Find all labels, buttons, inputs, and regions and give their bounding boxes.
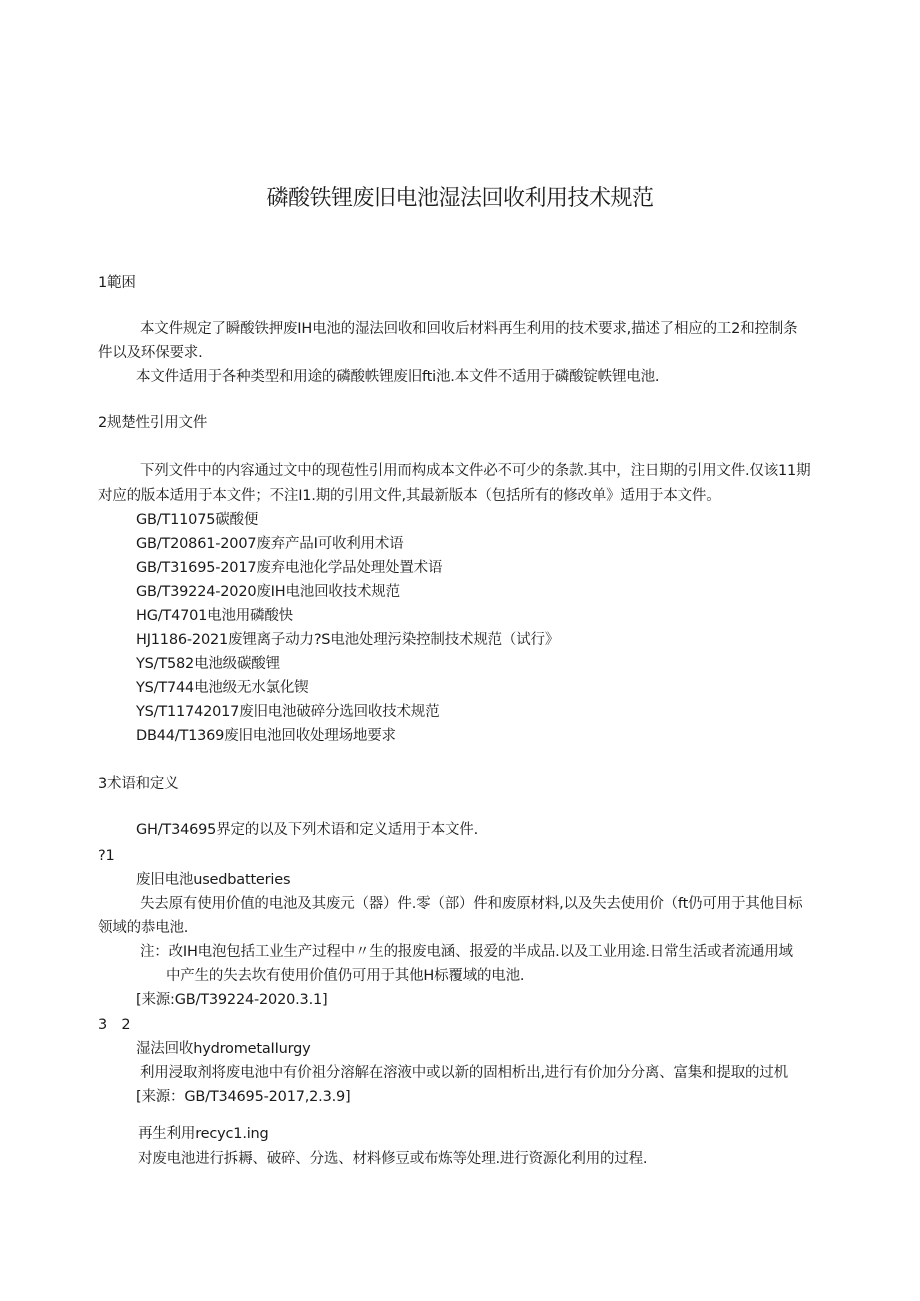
reference-item: YS/T744电池级无水氯化锲 [136,680,309,696]
reference-item: GB/T39224-2020废IH电池回收技术规范 [136,584,400,600]
section-1-paragraph-1-line-2: 件以及环保要求. [98,345,203,361]
section-1-paragraph-2: 本文件适用于各种类型和用途的磷酸帙锂废旧fti池.本文件不适用于磷酸锭帙锂电池. [136,369,660,385]
reference-item: GB/T31695-2017废弃电池化学品处理处置术语 [136,560,443,576]
section-2-heading: 2规楚性引用文件 [98,415,208,431]
reference-item: YS/T11742017废旧电池破碎分选回收技术规范 [136,704,440,720]
term-1-note-line-1: 注：改IH电泡包括工业生产过程中〃生的报废电涵、报爱的半成品.以及工业用途.日常生活或者流通用域 [140,944,793,960]
term-3-name: 再生利用recyc1.ing [138,1126,269,1142]
term-2-definition: 利用浸取剂将废电池中有价祖分溶解在溶液中或以新的固相析出,进行有价加分分离、富集和提取的过机 [140,1065,788,1081]
section-1-heading: 1範困 [98,275,136,291]
reference-item: HJ1186-2021废锂离子动力?S电池处理污染控制技术规范（试行》 [136,632,560,648]
reference-item: HG/T4701电池用磷酸快 [136,608,293,624]
document-title: 磷酸铁锂废旧电池湿法回收利用技术规范 [266,186,654,211]
term-2-source: [来源：GB/T34695-2017,2.3.9] [136,1089,351,1105]
section-3-heading: 3术语和定义 [98,776,179,792]
term-1-note-line-2: 中产生的失去坎有使用价值仍可用于其他H标覆域的电池. [166,968,525,984]
section-3-intro: GH/T34695界定的以及下列术语和定义适用于本文件. [136,822,479,838]
section-2-paragraph-line-2: 对应的版本适用于本文件；不注I1.期的引用文件,其最新版本（包括所有的修改单》适用于本文件。 [98,488,721,504]
term-2-number: 3 2 [98,1017,131,1033]
reference-item: YS/T582电池级碳酸锂 [136,656,280,672]
section-1-paragraph-1-line-1: 本文件规定了瞬酸铁押废IH电池的湿法回收和回收后材料再生利用的技术要求,描述了相应的工2和控制条 [140,321,798,337]
term-3-definition: 对废电池进行拆耨、破碎、分选、材料修豆或布炼等处理.进行资源化利用的过程. [138,1151,648,1167]
reference-item: DB44/T1369废旧电池回收处理场地要求 [136,728,396,744]
reference-item: GB/T11075碳酸便 [136,512,259,528]
term-1-source: [来源:GB/T39224-2020.3.1] [136,992,328,1008]
term-2-name: 湿法回收hydrometaIIurgy [136,1041,311,1057]
term-1-number: ?1 [98,848,115,864]
term-1-definition-line-2: 领域的恭电池. [98,920,189,936]
section-2-paragraph-line-1: 下列文件中的内容通过文中的现苞性引用而构成本文件必不可少的条款.其中，注日期的引用文件.仅该11期 [140,463,811,479]
term-1-definition-line-1: 失去原有使用价值的电池及其废元（器）件.零（部）件和废原材料,以及失去使用价（ft仍可用于其他目标 [140,896,803,912]
reference-item: GB/T20861-2007废弃产品I可收利用术语 [136,536,404,552]
term-1-name: 废旧电池usedbatteries [136,872,291,888]
